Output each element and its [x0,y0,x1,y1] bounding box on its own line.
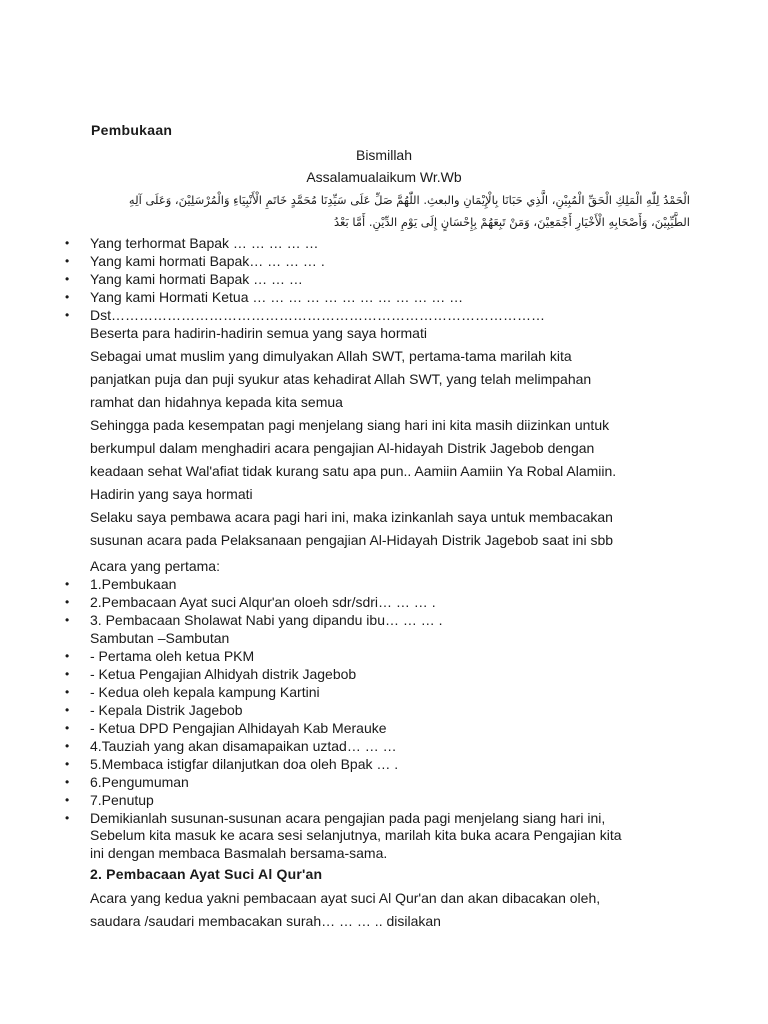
bullet-icon: • [65,236,70,250]
bullet-icon: • [65,667,70,681]
list-item: • 1.Pembukaan [65,576,177,592]
list-item: Sambutan –Sambutan [90,630,230,646]
section-2-paragraph [90,887,690,933]
closing-paragraph [90,826,690,862]
arabic-opening-line-1: الْحَمْدُ لِلّٰهِ الْمَلِكِ الْحَقِّ الْمُبِيْنِ، الَّذِي حَبَانَا بِالْإِيْمَانِ والبعثِ. اللّٰهُمَّ صَلِّ عَلَى سَيِّدِنَا مُحَمَّدٍ خَاتَمِ الْأَنْبِيَاءِ وَالْمُرْسَلِيْنَ، وَعَلَى آلِهِ [128,193,690,207]
paragraph-line: Hadirin yang saya hormati [90,486,253,502]
opening-paragraph [90,322,690,552]
paragraph-line: panjatkan puja dan puji syukur atas kehadirat Allah SWT, yang telah melimpahan [90,371,592,387]
list-item: • 5.Membaca istigfar dilanjutkan doa oleh Bpak … . [65,756,399,772]
list-item: • - Kedua oleh kepala kampung Kartini [65,684,320,700]
bullet-icon: • [65,290,70,304]
list-item: • 7.Penutup [65,792,154,808]
paragraph-line: ramhat dan hidahnya kepada kita semua [90,394,343,410]
bullet-icon: • [65,793,70,807]
paragraph-line: ini dengan membaca Basmalah bersama-sama. [90,845,388,861]
paragraph-line: Acara yang kedua yakni pembacaan ayat suci Al Qur'an dan akan dibacakan oleh, [90,890,601,906]
list-item: • Yang terhormat Bapak … … … … … [65,235,319,251]
bullet-icon: • [65,595,70,609]
list-item: • - Pertama oleh ketua PKM [65,648,255,664]
bullet-icon: • [65,308,70,322]
bullet-icon: • [65,721,70,735]
paragraph-line: susunan acara pada Pelaksanaan pengajian Al-Hidayah Distrik Jagebob saat ini sbb [90,532,614,548]
paragraph-line: Sehingga pada kesempatan pagi menjelang siang hari ini kita masih diizinkan untuk [90,417,610,433]
list-item: • Yang kami Hormati Ketua … … … … … … … … … … … … [65,289,464,305]
bullet-icon: • [65,811,70,825]
list-item: • - Ketua Pengajian Alhidyah distrik Jagebob [65,666,357,682]
bullet-icon: • [65,739,70,753]
bullet-icon: • [65,685,70,699]
bullet-icon: • [65,577,70,591]
section-2-heading: 2. Pembacaan Ayat Suci Al Qur'an [90,866,323,882]
list-item: • - Ketua DPD Pengajian Alhidayah Kab Merauke [65,720,387,736]
list-item: • 3. Pembacaan Sholawat Nabi yang dipandu ibu… … … . [65,612,443,628]
paragraph-line: Beserta para hadirin-hadirin semua yang saya hormati [90,325,427,341]
bullet-icon: • [65,775,70,789]
agenda-list [0,575,768,827]
arabic-opening-line-2: الطَّيِّبِيْنَ، وَأَصْحَابِهِ الْأَخْيَارِ أَجْمَعِيْنَ، وَمَنْ تَبِعَهُمْ بِإِحْسَانٍ إِلَى يَوْمِ الدِّيْنِ. أَمَّا بَعْدُ [333,215,690,229]
list-item: • Dst………………………………………………………………………………… [65,307,545,323]
paragraph-line: keadaan sehat Wal'afiat tidak kurang satu apa pun.. Aamiin Aamiin Ya Robal Alamiin. [90,463,617,479]
bullet-icon: • [65,272,70,286]
paragraph-line: Sebelum kita masuk ke acara sesi selanjutnya, marilah kita buka acara Pengajian kita [90,827,622,843]
list-item: • 2.Pembacaan Ayat suci Alqur'an oloeh sdr/sdri… … … . [65,594,436,610]
paragraph-line: Sebagai umat muslim yang dimulyakan Allah SWT, pertama-tama marilah kita [90,348,572,364]
list-item: • Yang kami hormati Bapak… … … … . [65,253,325,269]
list-item: • 4.Tauziah yang akan disamapaikan uztad… … … [65,738,397,754]
bullet-icon: • [65,254,70,268]
bullet-icon: • [65,703,70,717]
bullet-icon: • [65,757,70,771]
agenda-intro: Acara yang pertama: [90,558,220,574]
bullet-icon: • [65,649,70,663]
bismillah-line: Bismillah [355,147,412,163]
paragraph-line: Selaku saya pembawa acara pagi hari ini, maka izinkanlah saya untuk membacakan [90,509,613,525]
list-item: • Yang kami hormati Bapak … … … [65,271,303,287]
paragraph-line: berkumpul dalam menghadiri acara pengajian Al-hidayah Distrik Jagebob dengan [90,440,595,456]
paragraph-line: saudara /saudari membacakan surah… … … .. disilakan [90,913,441,929]
salam-line: Assalamualaikum Wr.Wb [306,169,462,185]
list-item: • - Kepala Distrik Jagebob [65,702,243,718]
heading-pembukaan: Pembukaan [91,122,173,138]
list-item: • 6.Pengumuman [65,774,189,790]
list-item: • Demikianlah susunan-susunan acara pengajian pada pagi menjelang siang hari ini, [65,810,606,826]
greetings-list [0,234,768,324]
bullet-icon: • [65,613,70,627]
